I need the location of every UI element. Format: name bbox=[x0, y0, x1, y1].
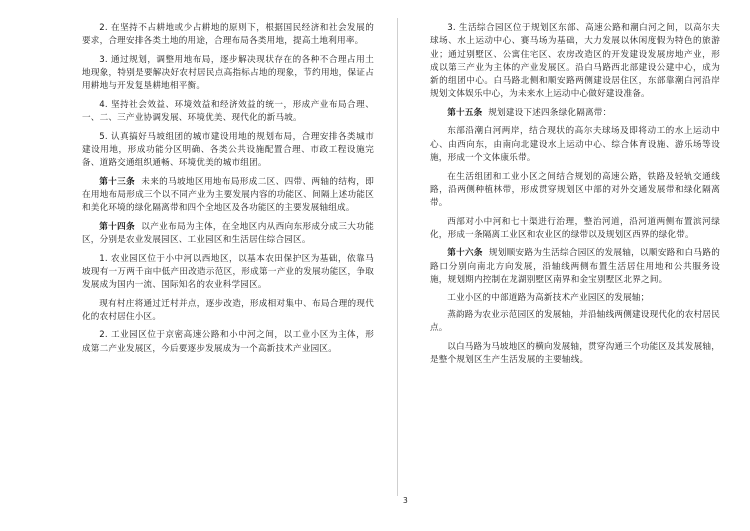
article-16: 第十六条 规划顺安路为生活综合园区的发展轴，以顺安路和白马路的路口分别向南北方向发展，沿轴线两侧布置生活居住用地和公共服务设施，规划期内控制在龙湖别墅区南界和金宝别墅区北界之间。 bbox=[430, 248, 720, 285]
article-16-heading: 第十六条 bbox=[447, 248, 483, 259]
right-paragraph-3: 东部沿潮白河两岸，结合现状的高尔夫球场及即将动工的水上运动中心、由西向东，由南向北建设水上运动中心、综合体育设施、游乐场等设施，形成一个文体康乐带。 bbox=[430, 126, 720, 164]
right-paragraph-5: 西部对小中河和七十渠进行治理，整治河道，沿河道两侧布置滨河绿化，形成一条隔离工业区和农业区的绿带以及规划区西界的绿化带。 bbox=[430, 216, 720, 240]
right-paragraph-9: 以白马路为马坡地区的横向发展轴，贯穿沟通三个功能区及其发展轴，是整个规划区生产生活发展的主要轴线。 bbox=[430, 341, 720, 365]
right-page bbox=[430, 22, 720, 372]
left-page bbox=[82, 22, 374, 361]
article-14: 第十四条 以产业布局为主体，在全地区内从西向东形成分成三大功能区，分别是农业发展园区、工业园区和生活居住综合园区。 bbox=[82, 221, 374, 246]
article-13-heading: 第十三条 bbox=[99, 176, 136, 187]
article-14-heading: 第十四条 bbox=[99, 221, 136, 232]
page-number: 3 bbox=[403, 496, 408, 505]
article-15-heading: 第十五条 bbox=[447, 107, 483, 118]
right-paragraph-1: 3. 生活综合园区位于规划区东部、高速公路和潮白河之间，以高尔夫球场、水上运动中心、赛马场为基础，大力发展以休闲度假为特色的旅游业；通过别墅区、公寓住宅区、农房改造区的开发建设发展房地产业，形成以第三产业为主体的产业发展区。沿白马路西北部建设公建中心，成为新的组团中心。白马路北侧和顺安路两侧建设居住区，东部靠潮白河沿岸规划文体娱乐中心，为未来水上运动中心做好建设准备。 bbox=[430, 23, 720, 100]
right-paragraph-8: 蒸韵路为农业示范园区的发展轴，并沿轴线两侧建设现代化的农村居民点。 bbox=[430, 309, 720, 334]
left-paragraph-8: 现有村庄将通过迁村并点，逐步改造，形成相对集中、布局合理的现代化的农村居住小区。 bbox=[82, 298, 374, 322]
article-15: 第十五条 规划建设下述四条绿化隔离带： bbox=[447, 107, 612, 118]
page-fold-divider bbox=[397, 18, 398, 496]
right-paragraph-4: 在生活组团和工业小区之间结合规划的高速公路，铁路及轻轨交通线路，沿两侧种植林带，形成贯穿规划区中部的对外交通发展带和绿化隔离带。 bbox=[430, 171, 720, 209]
left-paragraph-9: 2. 工业园区位于京密高速公路和小中河之间，以工业小区为主体，形成第二产业发展区，今后要逐步发展成为一个高新技术产业园区。 bbox=[82, 330, 374, 354]
left-paragraph-3: 4. 坚持社会效益、环境效益和经济效益的统一，形成产业布局合理、一、二、三产业协调发展、环境优美、现代化的新马坡。 bbox=[82, 99, 374, 124]
left-paragraph-4: 5. 认真搞好马坡组团的城市建设用地的规划布局，合理安排各类城市建设用地，形成功能分区明确、各类公共设施配置合理、市政工程设施完备、道路交通组织通畅、环境优美的城市组团。 bbox=[82, 131, 374, 169]
right-paragraph-7: 工业小区的中部道路为高新技术产业园区的发展轴； bbox=[447, 293, 650, 304]
left-paragraph-1: 2. 在坚持不占耕地或少占耕地的原则下，根据国民经济和社会发展的要求，合理安排各类土地的用途，合理布局各类用地，提高土地利用率。 bbox=[82, 23, 374, 47]
left-paragraph-7: 1. 农业园区位于小中河以西地区，以基本农田保护区为基础，依靠马坡现有一万两千亩中低产田改造示范区，形成第一产业的发展功能区，争取发展成为国内一流、国际知名的农业科学园区。 bbox=[82, 253, 374, 291]
article-13: 第十三条 未来的马坡地区用地布局形成二区、四带、两轴的结构，即在用地布局形成三个以不同产业为主要发展内容的功能区、间隔上述功能区和美化环境的绿化隔离带和四个全地区及各功能区的主要发展轴组成。 bbox=[82, 176, 374, 214]
left-paragraph-2: 3. 通过规划，调整用地布局，逐步解决现状存在的各种不合理占用土地现象，特别是要解决好农村居民点高指标占地的现象，节约用地，保证占用耕地与开发复垦耕地相平衡。 bbox=[82, 54, 374, 92]
